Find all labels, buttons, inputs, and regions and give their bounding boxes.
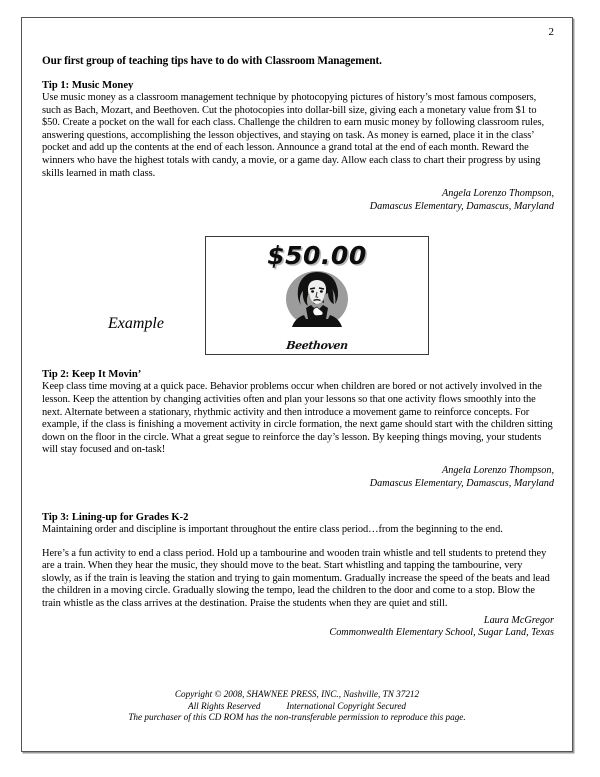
page-content [42,55,554,640]
beethoven-signature-text: Beethoven [285,339,349,353]
tip-3-body-2: Here’s a fun activity to end a class period. Hold up a tambourine and wooden train whistle and tell students to pretend they are a train. When they hear the music, they should move to the beat. Start whistling and tapping the tambourine, very slowly, as if the train is leaving the station and trying to gain momentum. Gradually increase the speed of the beats and lead the children in a moving circle. Gradually slowing the tempo, lead the children to the door and come to a stop. Blow the train whistle as the class arrives at the destination. Praise the students when they are quiet and still. [42,547,550,610]
example-label: Example [108,315,164,333]
tip-1-attribution-name: Angela Lorenzo Thompson, [442,188,554,200]
tip-2-title: Tip 2: Keep It Movin’ [42,369,142,381]
tip-3-attribution-place: Commonwealth Elementary School, Sugar Land, Texas [329,627,554,639]
footer-permission: The purchaser of this CD ROM has the non-transferable permission to reproduce this page. [128,712,466,723]
tip-2-attribution [42,465,554,490]
page-number: 2 [548,26,554,38]
tip-block-3 [42,512,554,640]
tip-3-attribution-name: Laura McGregor [483,614,554,626]
tip-3-title: Tip 3: Lining-up for Grades K-2 [42,512,189,524]
tip-1-body: Use music money as a classroom management technique by photocopying pictures of history’s most famous composers, such as Bach, Mozart, and Beethoven. Cut the photocopies into dollar-bill size, giving each a monetary value from $1 to $50. Create a pocket on the wall for each class. Challenge the children to earn music money by following classroom rules, answering questions, accomplishing the lesson objectives, and staying on task. As money is earned, place it in the class’ pocket and add up the contents at the end of each lesson. Announce a grand total at the end of each month. Reward the winners who have the highest totals with candy, a movie, or a game day. Allow each class to chart their progress by using skills learned in math class. [42,92,545,179]
beethoven-portrait-icon [284,269,350,331]
footer-international: International Copyright Secured [286,700,407,711]
portrait-wrap [206,269,428,341]
tip-3-attribution [42,615,554,640]
tip-block-2 [42,369,554,490]
tip-1-title: Tip 1: Music Money [42,80,134,91]
footer-rights-line [22,701,572,713]
page-footer [22,689,572,724]
money-amount-text: $50.00 [267,241,367,271]
paragraph-spacer [42,537,554,548]
music-money-bill-image [205,236,429,355]
footer-rights: All Rights Reserved [187,700,261,711]
section-heading: Our first group of teaching tips have to do with Classroom Management. [42,55,382,67]
page-frame [21,17,573,752]
example-figure-block [42,227,554,355]
tip-2-body: Keep class time moving at a quick pace. Behavior problems occur when children are bored or not actively involved in the lesson. Keep the attention by changing activities often and plan your lessons so that one activity flows smoothly into the next. Alternate between a stationary, rhythmic activity and then introduce a movement game to reinforce concepts. For example, if the class is finishing a movement activity in circle formation, the next game should start with the children sitting down on the floor in the circle. What a great segue to reinforce the day’s lesson. By keeping things moving, your students will stay focused and on-task! [42,381,553,456]
tip-2-attribution-place: Damascus Elementary, Damascus, Maryland [369,477,554,489]
tip-1-attribution-place: Damascus Elementary, Damascus, Maryland [369,200,554,212]
tip-block-1 [42,80,554,213]
footer-copyright: Copyright © 2008, SHAWNEE PRESS, INC., Nashville, TN 37212 [174,689,420,699]
tip-3-body: Maintaining order and discipline is important throughout the entire class period…from the beginning to the end. [42,524,503,536]
tip-1-attribution [42,188,554,213]
tip-2-attribution-name: Angela Lorenzo Thompson, [442,464,554,476]
